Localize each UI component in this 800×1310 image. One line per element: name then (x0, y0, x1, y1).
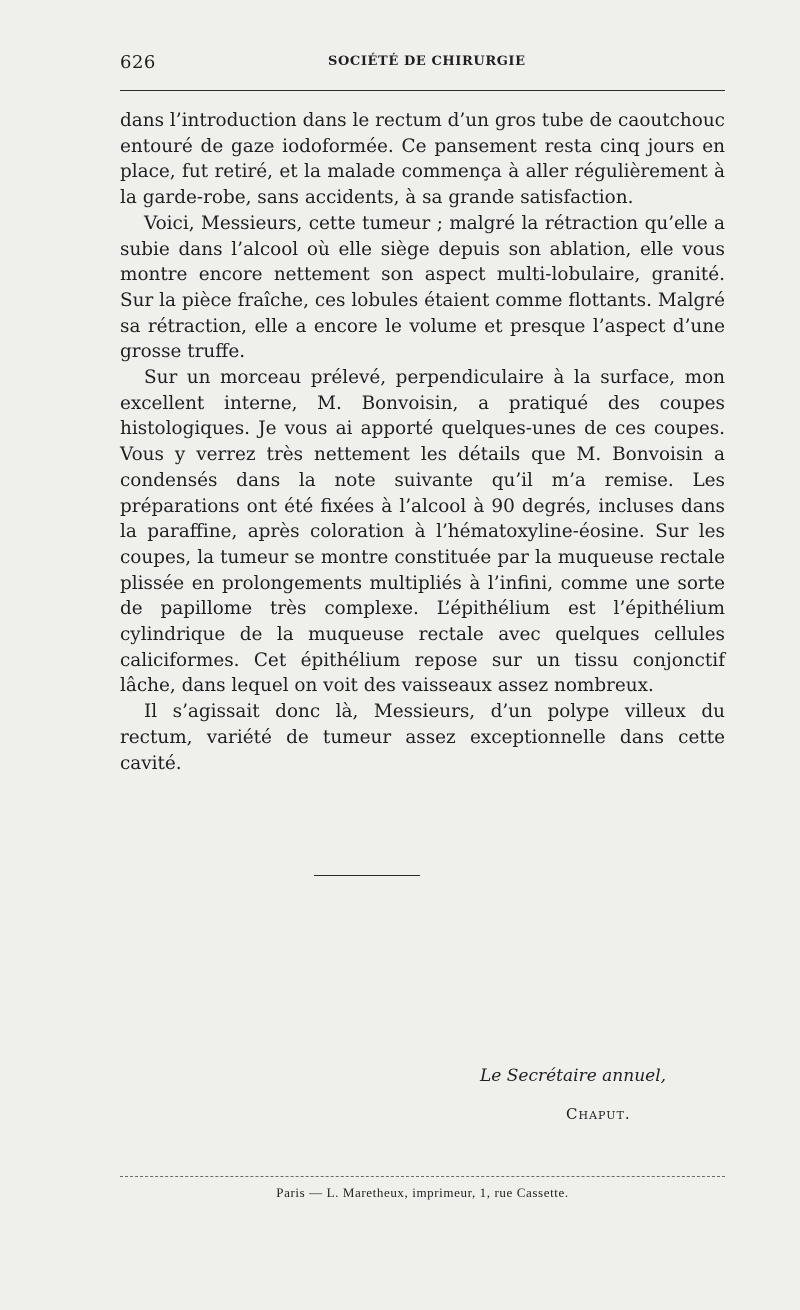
paragraph: Sur un morceau prélevé, perpendiculaire à la surface, mon excellent interne, M. Bonvoisin, a pratiqué des coupes histologiques. Je vous ai apporté quelques-unes de ces coupes. Vous y verrez très nettement les détails que M. Bonvoisin a condensés dans la note suivante qu’il m’a remise. Les préparations ont été fixées à l’alcool à 90 degrés, incluses dans la paraffine, après coloration à l’hématoxyline-éosine. Sur les coupes, la tumeur se montre constituée par la muqueuse rectale plissée en prolongements multipliés à l’infini, comme une sorte de papillome très complexe. L’épithélium est l’épithélium cylindrique de la muqueuse rectale avec quelques cellules caliciformes. Cet épithélium repose sur un tissu conjonctif lâche, dans lequel on voit des vaisseaux assez nombreux. (120, 367, 725, 697)
signature-name: Chaput. (566, 1105, 631, 1123)
closing-rule (314, 875, 420, 876)
page-header (120, 52, 725, 80)
running-title: SOCIÉTÉ DE CHIRURGIE (328, 54, 526, 69)
header-rule (120, 90, 725, 91)
paragraph: dans l’introduction dans le rectum d’un gros tube de caoutchouc entouré de gaze iodoformée. Ce pansement resta cinq jours en place, fut retiré, et la malade commença à aller régulièrement à la garde-robe, sans accidents, à sa grande satisfaction. (120, 110, 725, 209)
paragraph: Voici, Messieurs, cette tumeur ; malgré la rétraction qu’elle a subie dans l’alcool où elle siège depuis son ablation, elle vous montre encore nettement son aspect multi-lobulaire, granité. Sur la pièce fraîche, ces lobules étaient comme flottants. Malgré sa rétraction, elle a encore le volume et presque l’aspect d’une grosse truffe. (120, 212, 725, 363)
body-text (120, 108, 725, 776)
page-number: 626 (120, 52, 156, 73)
footer-rule (120, 1176, 725, 1177)
signature-title: Le Secrétaire annuel, (480, 1066, 667, 1086)
paragraph: Il s’agissait donc là, Messieurs, d’un polype villeux du rectum, variété de tumeur assez exceptionnelle dans cette cavité. (120, 701, 725, 774)
printer-imprint: Paris — L. Maretheux, imprimeur, 1, rue Cassette. (276, 1185, 569, 1200)
